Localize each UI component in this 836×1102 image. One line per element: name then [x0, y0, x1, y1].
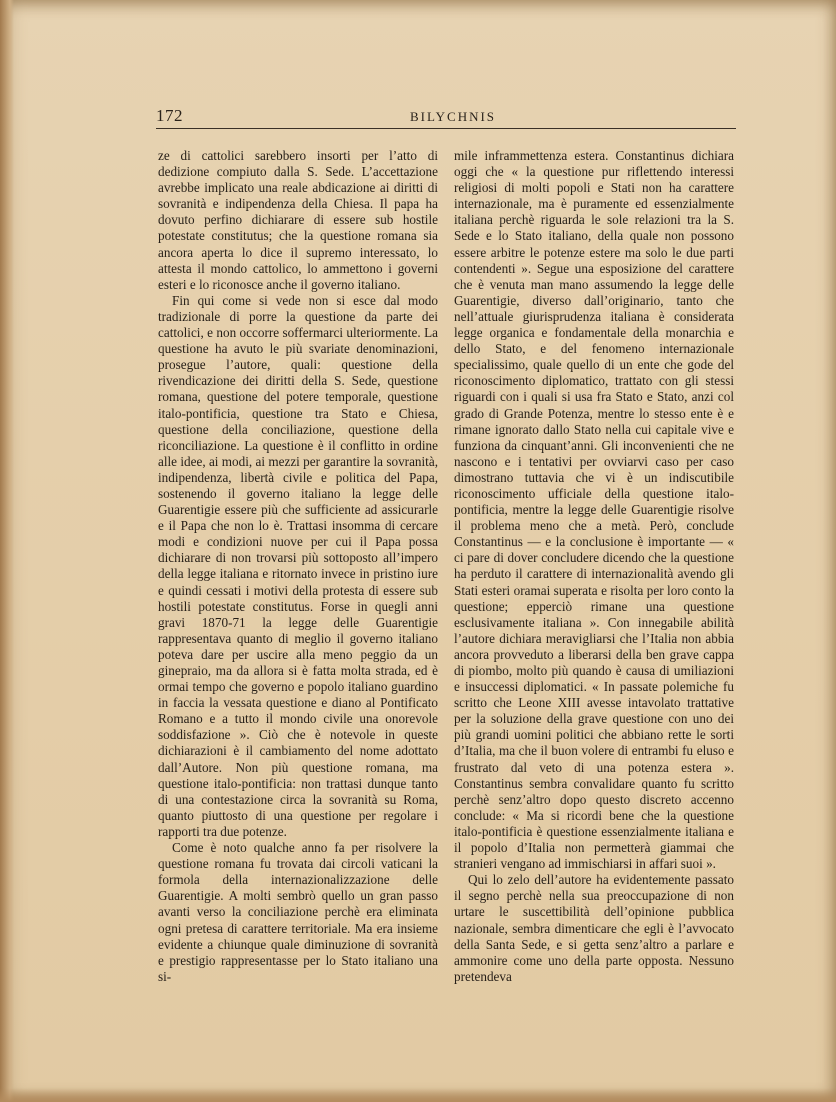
- header-rule: [156, 128, 736, 129]
- page-bottom-edge: [0, 1088, 836, 1102]
- paragraph: ze di cattolici sarebbero insorti per l’atto di dedizione compiuto dalla S. Sede. L’accettazione avrebbe implicato una reale abdicazione ai diritti di sovranità e indipendenza della Chiesa. Il papa ha dovuto perfino dichiarare di essere sub hostile potestate constitutus; che la questione romana sia ancora aperta lo dice il supremo interessato, lo attesta il mondo cattolico, lo ammettono i governi esteri e lo riconosce anche il governo italiano.: [158, 148, 438, 292]
- running-title: BILYCHNIS: [410, 109, 497, 124]
- paragraph: Come è noto qualche anno fa per risolvere la questione romana fu trovata dai circoli vaticani la formola della internazionalizzazione delle Guarentigie. A molti sembrò quello un gran passo avanti verso la conciliazione perchè era eliminata ogni pretesa di carattere territoriale. Ma era insieme evidente a chiunque quale diminuzione di sovranità e prestigio rappresentasse per lo Stato italiano una si-: [158, 840, 438, 984]
- left-column: [158, 148, 438, 985]
- paragraph: Fin qui come si vede non si esce dal modo tradizionale di porre la questione da parte dei cattolici, e non occorre soffermarci ulteriormente. La questione ha avuto le più svariate denominazioni, prosegue l’autore, quali: questione della rivendicazione dei diritti della S. Sede, questione romana, questione del potere temporale, questione italo-pontificia, questione tra Stato e Chiesa, questione della conciliazione, questione della riconciliazione. La questione è il conflitto in ordine alle idee, ai modi, ai mezzi per garantire la sovranità, indipendenza, libertà civile e politica del Papa, sostenendo il governo italiano la legge delle Guarentigie essere più che sufficiente ad assicurarle e il Papa che non lo è. Trattasi insomma di cercare modi e condizioni nuove per cui il Papa possa dichiarare di non trovarsi più sottoposto all’impero della legge italiana e ritornato invece in pristino iure e quindi cessati i motivi della protesta di essere sub hostili potestate constitutus. Forse in quegli anni gravi 1870-71 la legge delle Guarentigie rappresentava quanto di meglio il governo italiano poteva dare per uscire alla meno peggio da un ginepraio, ma da allora si è fatta molta strada, ed è ormai tempo che governo e popolo italiano guardino in faccia la vessata questione e diano al Pontificato Romano e a tutto il mondo civile una onorevole soddisfazione ». Ciò che è notevole in queste dichiarazioni è il cambiamento del nome adottato dall’Autore. Non più questione romana, ma questione italo-pontificia: non trattasi dunque tanto di una contestazione circa la sovranità su Roma, quanto piuttosto di una questione per regolare i rapporti tra due potenze.: [158, 292, 438, 839]
- paragraph: mile inframmettenza estera. Constantinus dichiara oggi che « la questione pur riflettendo interessi religiosi di molti popoli e Stati non ha carattere internazionale, ma è puramente ed essenzialmente italiana perchè riguarda le sole relazioni tra la S. Sede e lo Stato italiano, della quale non possono essere arbitre le potenze estere ma solo le due parti contendenti ». Segue una esposizione del carattere che è venuta man mano assumendo la legge delle Guarentigie, diverso dall’originario, tanto che nell’attuale giurisprudenza italiana è considerata legge organica e fondamentale della monarchia e dello Stato, e del fenomeno internazionale specialissimo, quale quello di un ente che gode del riconoscimento diplomatico, trattato con gli stessi riguardi con i quali si usa fra Stato e Stato, anzi col grado di Grande Potenza, mentre lo stesso ente è e rimane ignorato dallo Stato nella cui capitale vive e funziona da cinquant’anni. Gli inconvenienti che ne nascono e i tentativi per ovviarvi caso per caso dimostrano tuttavia che vi è un indiscutibile riconoscimento ufficiale della questione italo-pontificia, mentre la legge delle Guarentigie risolve il problema meno che a metà. Però, conclude Constantinus — e la conclusione è importante — « ci pare di dover concludere dicendo che la questione ha perduto il carattere di internazionalità avendo gli Stati esteri oramai superata e risolta per loro conto la questione; epperciò rimane una questione esclusivamente italiana ». Con innegabile abilità l’autore dichiara meravigliarsi che l’Italia non abbia ancora provveduto a liberarsi della ben grave cappa di piombo, molto più quando è causa di umiliazioni e insuccessi diplomatici. « In passate polemiche fu scritto che Leone XIII avesse intavolato trattative per la soluzione della grave questione con uno dei più grandi uomini politici che abbiano rette le sorti d’Italia, ma che il buon volere di entrambi fu eluso e frustrato dal veto di una potenza estera ». Constantinus sembra convalidare quanto fu scritto perchè senz’altro dopo questo discreto accenno conclude: « Ma si ricordi bene che la questione italo-pontificia è questione essenzialmente italiana e il popolo d’Italia non permetterà giammai che stranieri vengano ad immischiarsi in affari suoi ».: [454, 148, 734, 872]
- page-number: 172: [156, 106, 183, 125]
- page-left-edge: [0, 0, 14, 1102]
- paragraph: Qui lo zelo dell’autore ha evidentemente passato il segno perchè nella sua preoccupazione di non urtare le suscettibilità dell’opinione pubblica nazionale, sembra dimenticare che egli è l’avvocato della Santa Sede, e si getta senz’altro a parlare e ammonire come uno della parte opposta. Nessuno pretendeva: [454, 872, 734, 984]
- right-column: [454, 148, 734, 985]
